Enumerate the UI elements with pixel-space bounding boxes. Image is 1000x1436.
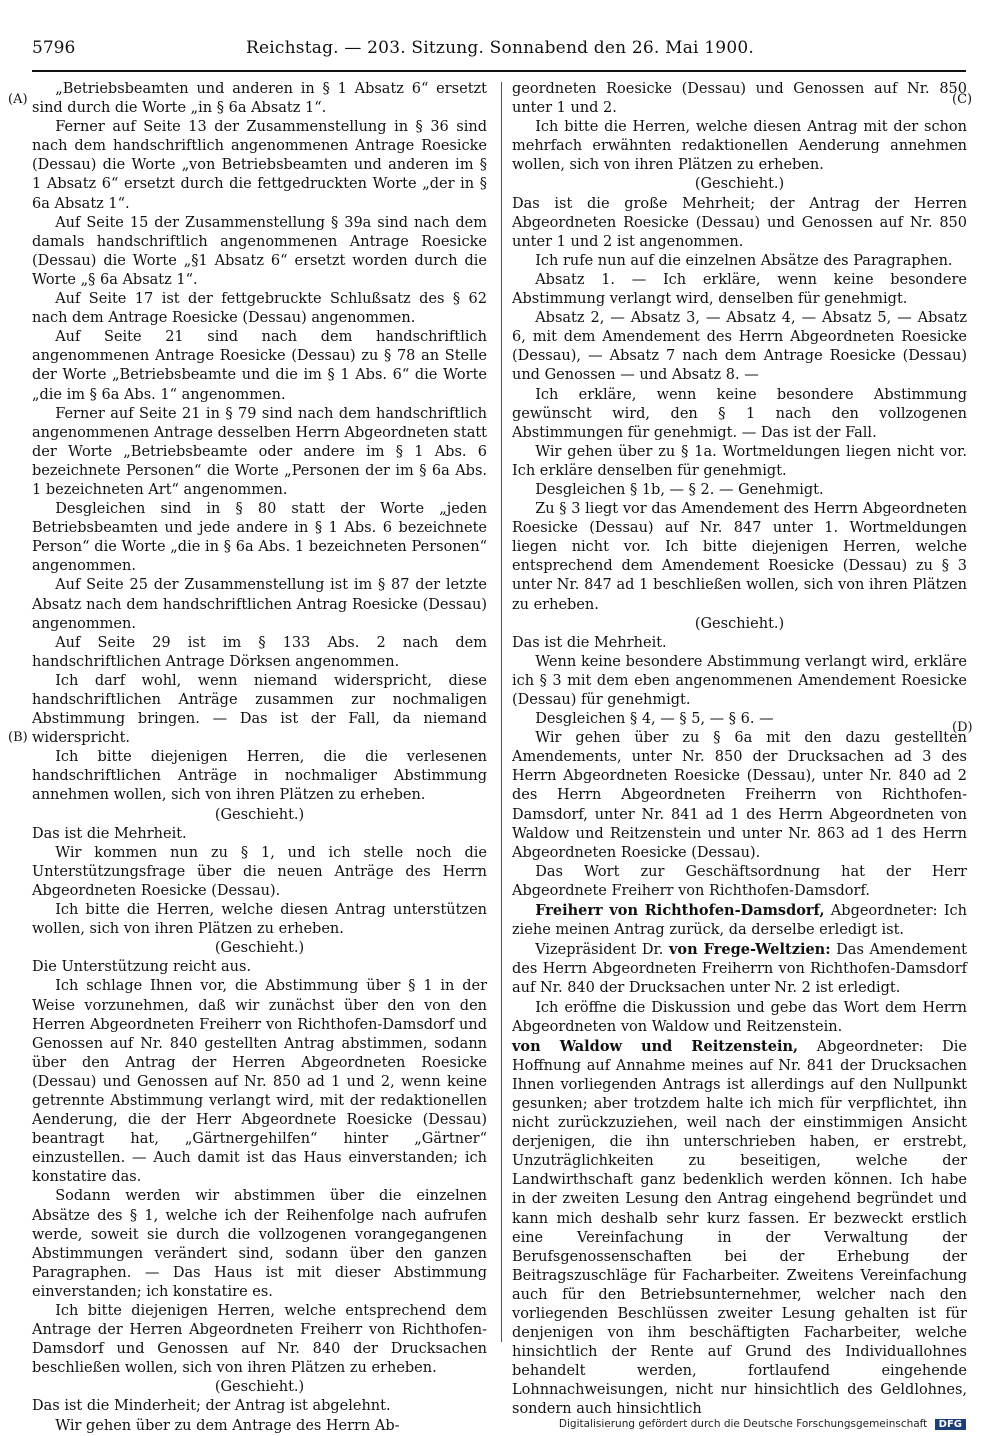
paragraph-text: Desgleichen § 1b, — § 2. — Genehmigt. bbox=[535, 481, 824, 498]
paragraph-text: Ich erkläre, wenn keine besondere Abstimmung gewünscht wird, den § 1 nach den vollzogenen Abstimmungen für genehmigt. — Das ist der Fall. bbox=[512, 386, 967, 441]
paragraph bbox=[32, 825, 487, 844]
paragraph-text: Das ist die Mehrheit. bbox=[512, 634, 667, 651]
paragraph bbox=[32, 958, 487, 977]
paragraph-text: Abgeordneter: Ich ziehe meinen Antrag zurück, da derselbe erledigt ist. bbox=[512, 903, 967, 939]
margin-mark-b: (B) bbox=[8, 730, 28, 745]
paragraph-text: Auf Seite 15 der Zusammenstellung § 39a sind nach dem damals handschriftlich angenommenen Antrage Roesicke (Dessau) die Worte „§1 Absatz 6“ ersetzt worden durch die Worte „§ 6a Absatz 1“. bbox=[32, 214, 487, 288]
paragraph bbox=[512, 863, 967, 901]
footer-credit bbox=[559, 1418, 966, 1430]
paragraph-text: (Geschieht.) bbox=[214, 806, 305, 823]
paragraph-text: geordneten Roesicke (Dessau) und Genossen auf Nr. 850 unter 1 und 2. bbox=[512, 81, 967, 117]
paragraph bbox=[32, 748, 487, 805]
paragraph bbox=[512, 309, 967, 385]
page-number: 5796 bbox=[32, 38, 76, 58]
paragraph bbox=[512, 80, 967, 118]
right-column bbox=[512, 80, 967, 1420]
paragraph-text: Auf Seite 17 ist der fettgebruckte Schlußsatz des § 62 nach dem Antrage Roesicke (Dessau) angenommen. bbox=[32, 291, 487, 327]
stage-direction bbox=[512, 615, 967, 634]
paragraph bbox=[32, 500, 487, 576]
paragraph-text: Ich eröffne die Diskussion und gebe das Wort dem Herrn Abgeordneten von Waldow und Reitzenstein. bbox=[512, 999, 967, 1035]
paragraph-text: Abgeordneter: Die Hoffnung auf Annahme meines auf Nr. 841 der Drucksachen Ihnen vorliegenden Antrags ist allerdings auf den Nullpunkt gesunken; aber trotzdem halte ich mich für verpflichtet, ihn nicht zurückzuziehen, weil nach der einstimmigen Ansicht derjenigen, die ihn unterschrieben haben, er erstrebt, Unzuträglichkeiten zu beseitigen, welche der Landwirthschaft ganz bedenklich werden können. Ich habe in der zweiten Lesung den Antrag eingehend begründet und kann mich deshalb sehr kurz fassen. Er bezweckt erstlich eine Vereinfachung in der Verwaltung der Berufsgenossenschaften bei der Erhebung der Beitragszuschläge für Facharbeiter. Zweitens Vereinfachung auch für den Betriebsunternehmer, welcher nach den vorliegenden Beschlüssen zweiter Lesung gehalten ist für denjenigen von ihm beschäftigten Facharbeiter, welche hinsichtlich der Rente auf Grund des Individuallohnes behandelt werden, fortlaufend eingehende Lohnnachweisungen, nicht nur hinsichtlich des Geldlohnes, sondern auch hinsichtlich bbox=[512, 1038, 967, 1418]
speaker-name: Freiherr von Richthofen-Damsdorf, bbox=[535, 902, 825, 920]
paragraph bbox=[32, 977, 487, 1187]
paragraph-text: Das ist die große Mehrheit; der Antrag der Herren Abgeordneten Roesicke (Dessau) und Genossen auf Nr. 850 unter 1 und 2 ist angenommen. bbox=[512, 195, 967, 250]
paragraph-text: Desgleichen sind in § 80 statt der Worte „jeden Betriebsbeamten und jede andere in § 1 Abs. 6 bezeichnete Person“ die Worte „die in § 6a Abs. 1 bezeichneten Personen“ angenommen. bbox=[32, 501, 487, 575]
paragraph-text: Das ist die Mehrheit. bbox=[32, 825, 187, 842]
running-title: Reichstag. — 203. Sitzung. Sonnabend den 26. Mai 1900. bbox=[246, 38, 754, 58]
paragraph-text: Auf Seite 25 der Zusammenstellung ist im § 87 der letzte Absatz nach dem handschriftlichen Antrag Roesicke (Dessau) angenommen. bbox=[32, 577, 487, 632]
stage-direction bbox=[32, 939, 487, 958]
paragraph-text: Wir gehen über zu dem Antrage des Herrn Ab- bbox=[55, 1417, 400, 1434]
paragraph-text: Ich bitte die Herren, welche diesen Antrag mit der schon mehrfach erwähnten redaktionellen Aenderung annehmen wollen, sich von ihren Plätzen zu erheben. bbox=[512, 119, 967, 174]
paragraph-text: Ferner auf Seite 13 der Zusammenstellung in § 36 sind nach dem handschriftlich angenommenen Antrage Roesicke (Dessau) die Worte „von Betriebsbeamten und anderen im § 1 Absatz 6“ ersetzt durch die fettgedruckten Worte „der in § 6a Absatz 1“. bbox=[32, 119, 487, 212]
paragraph-text: (Geschieht.) bbox=[214, 940, 305, 957]
paragraph-text: Ferner auf Seite 21 in § 79 sind nach dem handschriftlich angenommenen Antrage desselben Herrn Abgeordneten statt der Worte „Betriebsbeamte oder andere im § 1 Abs. 6 bezeichnete Personen“ die Worte „Personen der im § 6a Abs. 1 bezeichneten Art“ angenommen. bbox=[32, 405, 487, 498]
paragraph bbox=[512, 653, 967, 710]
paragraph bbox=[512, 729, 967, 863]
paragraph bbox=[512, 195, 967, 252]
speaker-name: von Frege-Weltzien: bbox=[669, 941, 831, 959]
paragraph-text: Ich darf wohl, wenn niemand widerspricht, diese handschriftlichen Anträge zusammen zur nochmaligen Abstimmung bringen. — Das ist der Fall, da niemand widerspricht. bbox=[32, 672, 487, 747]
paragraph bbox=[512, 901, 967, 940]
paragraph bbox=[512, 252, 967, 271]
paragraph-text: Die Unterstützung reicht aus. bbox=[32, 959, 252, 976]
paragraph-text: Das Wort zur Geschäftsordnung hat der Herr Abgeordnete Freiherr von Richthofen-Damsdorf. bbox=[512, 863, 967, 899]
paragraph-text: Ich bitte diejenigen Herren, welche entsprechend dem Antrage der Herren Abgeordneten Freiherr von Richthofen-Damsdorf und Genossen auf Nr. 840 der Drucksachen beschließen wollen, sich von ihren Plätzen zu erheben. bbox=[32, 1303, 487, 1377]
paragraph-text: Ich rufe nun auf die einzelnen Absätze des Paragraphen. bbox=[535, 252, 953, 269]
paragraph bbox=[512, 386, 967, 443]
paragraph bbox=[512, 443, 967, 481]
margin-mark-d: (D) bbox=[952, 720, 973, 735]
paragraph bbox=[512, 634, 967, 653]
dfg-logo: DFG bbox=[935, 1419, 966, 1430]
paragraph bbox=[512, 118, 967, 175]
page-header bbox=[32, 38, 968, 64]
paragraph-text: Wenn keine besondere Abstimmung verlangt wird, erkläre ich § 3 mit dem eben angenommenen Amendement Roesicke (Dessau) für genehmigt. bbox=[512, 653, 967, 708]
footer-text: Digitalisierung gefördert durch die Deutsche Forschungsgemeinschaft bbox=[558, 1418, 928, 1430]
paragraph bbox=[32, 672, 487, 748]
paragraph-text: Ich schlage Ihnen vor, die Abstimmung über § 1 in der Weise vorzunehmen, daß wir zunächst über den von den Herren Abgeordneten Freiherr von Richthofen-Damsdorf und Genossen auf Nr. 840 gestellten Antrag abstimmen, sodann über den Antrag der Herren Abgeordneten Roesicke (Dessau) und Genossen auf Nr. 850 ad 1 und 2, wenn keine getrennte Abstimmung verlangt wird, mit der redaktionellen Aenderung, die der Herr Abgeordnete Roesicke (Dessau) beantragt hat, „Gärtnergehilfen“ hinter „Gärtner“ einzustellen. — Auch damit ist das Haus einverstanden; ich konstatire das. bbox=[32, 978, 487, 1186]
paragraph-text: Auf Seite 21 sind nach dem handschriftlich angenommenen Antrage Roesicke (Dessau) zu § 78 an Stelle der Worte „Betriebsbeamte und die im § 1 Abs. 6“ die Worte „die im § 6a Abs. 1“ angenommen. bbox=[32, 329, 487, 403]
paragraph bbox=[512, 999, 967, 1037]
paragraph bbox=[32, 1397, 487, 1416]
paragraph-text: Das ist die Minderheit; der Antrag ist abgelehnt. bbox=[32, 1398, 391, 1415]
header-rule bbox=[32, 70, 966, 72]
paragraph-text: Auf Seite 29 ist im § 133 Abs. 2 nach dem handschriftlichen Antrage Dörksen angenommen. bbox=[32, 634, 487, 670]
speaker-name: von Waldow und Reitzenstein, bbox=[512, 1037, 799, 1055]
paragraph bbox=[32, 80, 487, 118]
paragraph-text: (Geschieht.) bbox=[214, 1379, 305, 1396]
paragraph bbox=[32, 634, 487, 672]
paragraph bbox=[512, 271, 967, 309]
paragraph bbox=[32, 1187, 487, 1302]
paragraph-text: „Betriebsbeamten und anderen in § 1 Absatz 6“ ersetzt sind durch die Worte „in § 6a Absatz 1“. bbox=[32, 81, 487, 117]
stage-direction bbox=[32, 806, 487, 825]
stage-direction bbox=[512, 175, 967, 194]
paragraph bbox=[32, 901, 487, 939]
paragraph-text: (Geschieht.) bbox=[694, 176, 785, 193]
paragraph bbox=[32, 214, 487, 290]
paragraph bbox=[32, 405, 487, 500]
paragraph bbox=[32, 844, 487, 901]
margin-mark-c: (C) bbox=[952, 92, 973, 107]
column-divider bbox=[501, 82, 502, 1342]
paragraph-text: Desgleichen § 4, — § 5, — § 6. — bbox=[535, 711, 774, 728]
paragraph-text: (Geschieht.) bbox=[694, 615, 785, 632]
paragraph bbox=[32, 118, 487, 213]
paragraph-text: Das Amendement des Herrn Abgeordneten Freiherrn von Richthofen-Damsdorf auf Nr. 840 der Drucksachen unter Nr. 2 ist erledigt. bbox=[512, 942, 967, 997]
paragraph bbox=[512, 940, 967, 998]
paragraph-text: Absatz 2, — Absatz 3, — Absatz 4, — Absatz 5, — Absatz 6, mit dem Amendement des Herrn Abgeordneten Roesicke (Dessau), — Absatz 7 nach dem Antrage Roesicke (Dessau) und Genossen — und Absatz 8. — bbox=[512, 310, 967, 384]
paragraph bbox=[32, 290, 487, 328]
paragraph-text: Absatz 1. — Ich erkläre, wenn keine besondere Abstimmung verlangt wird, denselben für genehmigt. bbox=[512, 271, 967, 308]
paragraph bbox=[512, 500, 967, 615]
paragraph bbox=[32, 1302, 487, 1378]
paragraph bbox=[512, 1037, 967, 1420]
paragraph-text: Sodann werden wir abstimmen über die einzelnen Absätze des § 1, welche ich der Reihenfolge nach aufrufen werde, soweit sie durch die vollzogenen vorangegangenen Abstimmungen verändert sind, sodann über den ganzen Paragraphen. — Das Haus ist mit dieser Abstimmung einverstanden; ich konstatire es. bbox=[32, 1188, 487, 1300]
paragraph-text: Wir kommen nun zu § 1, und ich stelle noch die Unterstützungsfrage über die neuen Anträge des Herrn Abgeordneten Roesicke (Dessau). bbox=[32, 844, 487, 899]
speaker-title: Vizepräsident Dr. bbox=[535, 942, 669, 959]
margin-mark-a: (A) bbox=[8, 92, 28, 107]
left-column bbox=[32, 80, 487, 1436]
paragraph bbox=[512, 710, 967, 729]
paragraph-text: Zu § 3 liegt vor das Amendement des Herrn Abgeordneten Roesicke (Dessau) auf Nr. 847 unter 1. Wortmeldungen liegen nicht vor. Ich bitte diejenigen Herren, welche entsprechend dem Amendement Roesicke (Dessau) zu § 3 unter Nr. 847 ad 1 beschließen wollen, sich von ihren Plätzen zu erheben. bbox=[512, 501, 967, 613]
paragraph bbox=[32, 576, 487, 633]
stage-direction bbox=[32, 1378, 487, 1397]
paragraph bbox=[32, 1417, 487, 1436]
paragraph-text: Wir gehen über zu § 6a mit den dazu gestellten Amendements, unter Nr. 850 der Drucksachen ad 3 des Herrn Abgeordneten Roesicke (Dessau), unter Nr. 840 ad 2 des Herrn Abgeordneten Freiherrn von Richthofen-Damsdorf, unter Nr. 841 ad 1 des Herrn Abgeordneten von Waldow und Reitzenstein und unter Nr. 863 ad 1 des Herrn Abgeordneten Roesicke (Dessau). bbox=[512, 730, 967, 861]
paragraph-text: Wir gehen über zu § 1a. Wortmeldungen liegen nicht vor. Ich erkläre denselben für genehmigt. bbox=[512, 443, 967, 479]
paragraph-text: Ich bitte die Herren, welche diesen Antrag unterstützen wollen, sich von ihren Plätzen zu erheben. bbox=[32, 902, 487, 938]
paragraph bbox=[512, 481, 967, 500]
paragraph bbox=[32, 328, 487, 404]
paragraph-text: Ich bitte diejenigen Herren, die die verlesenen handschriftlichen Anträge in nochmaliger Abstimmung annehmen wollen, sich von ihren Plätzen zu erheben. bbox=[32, 749, 487, 804]
